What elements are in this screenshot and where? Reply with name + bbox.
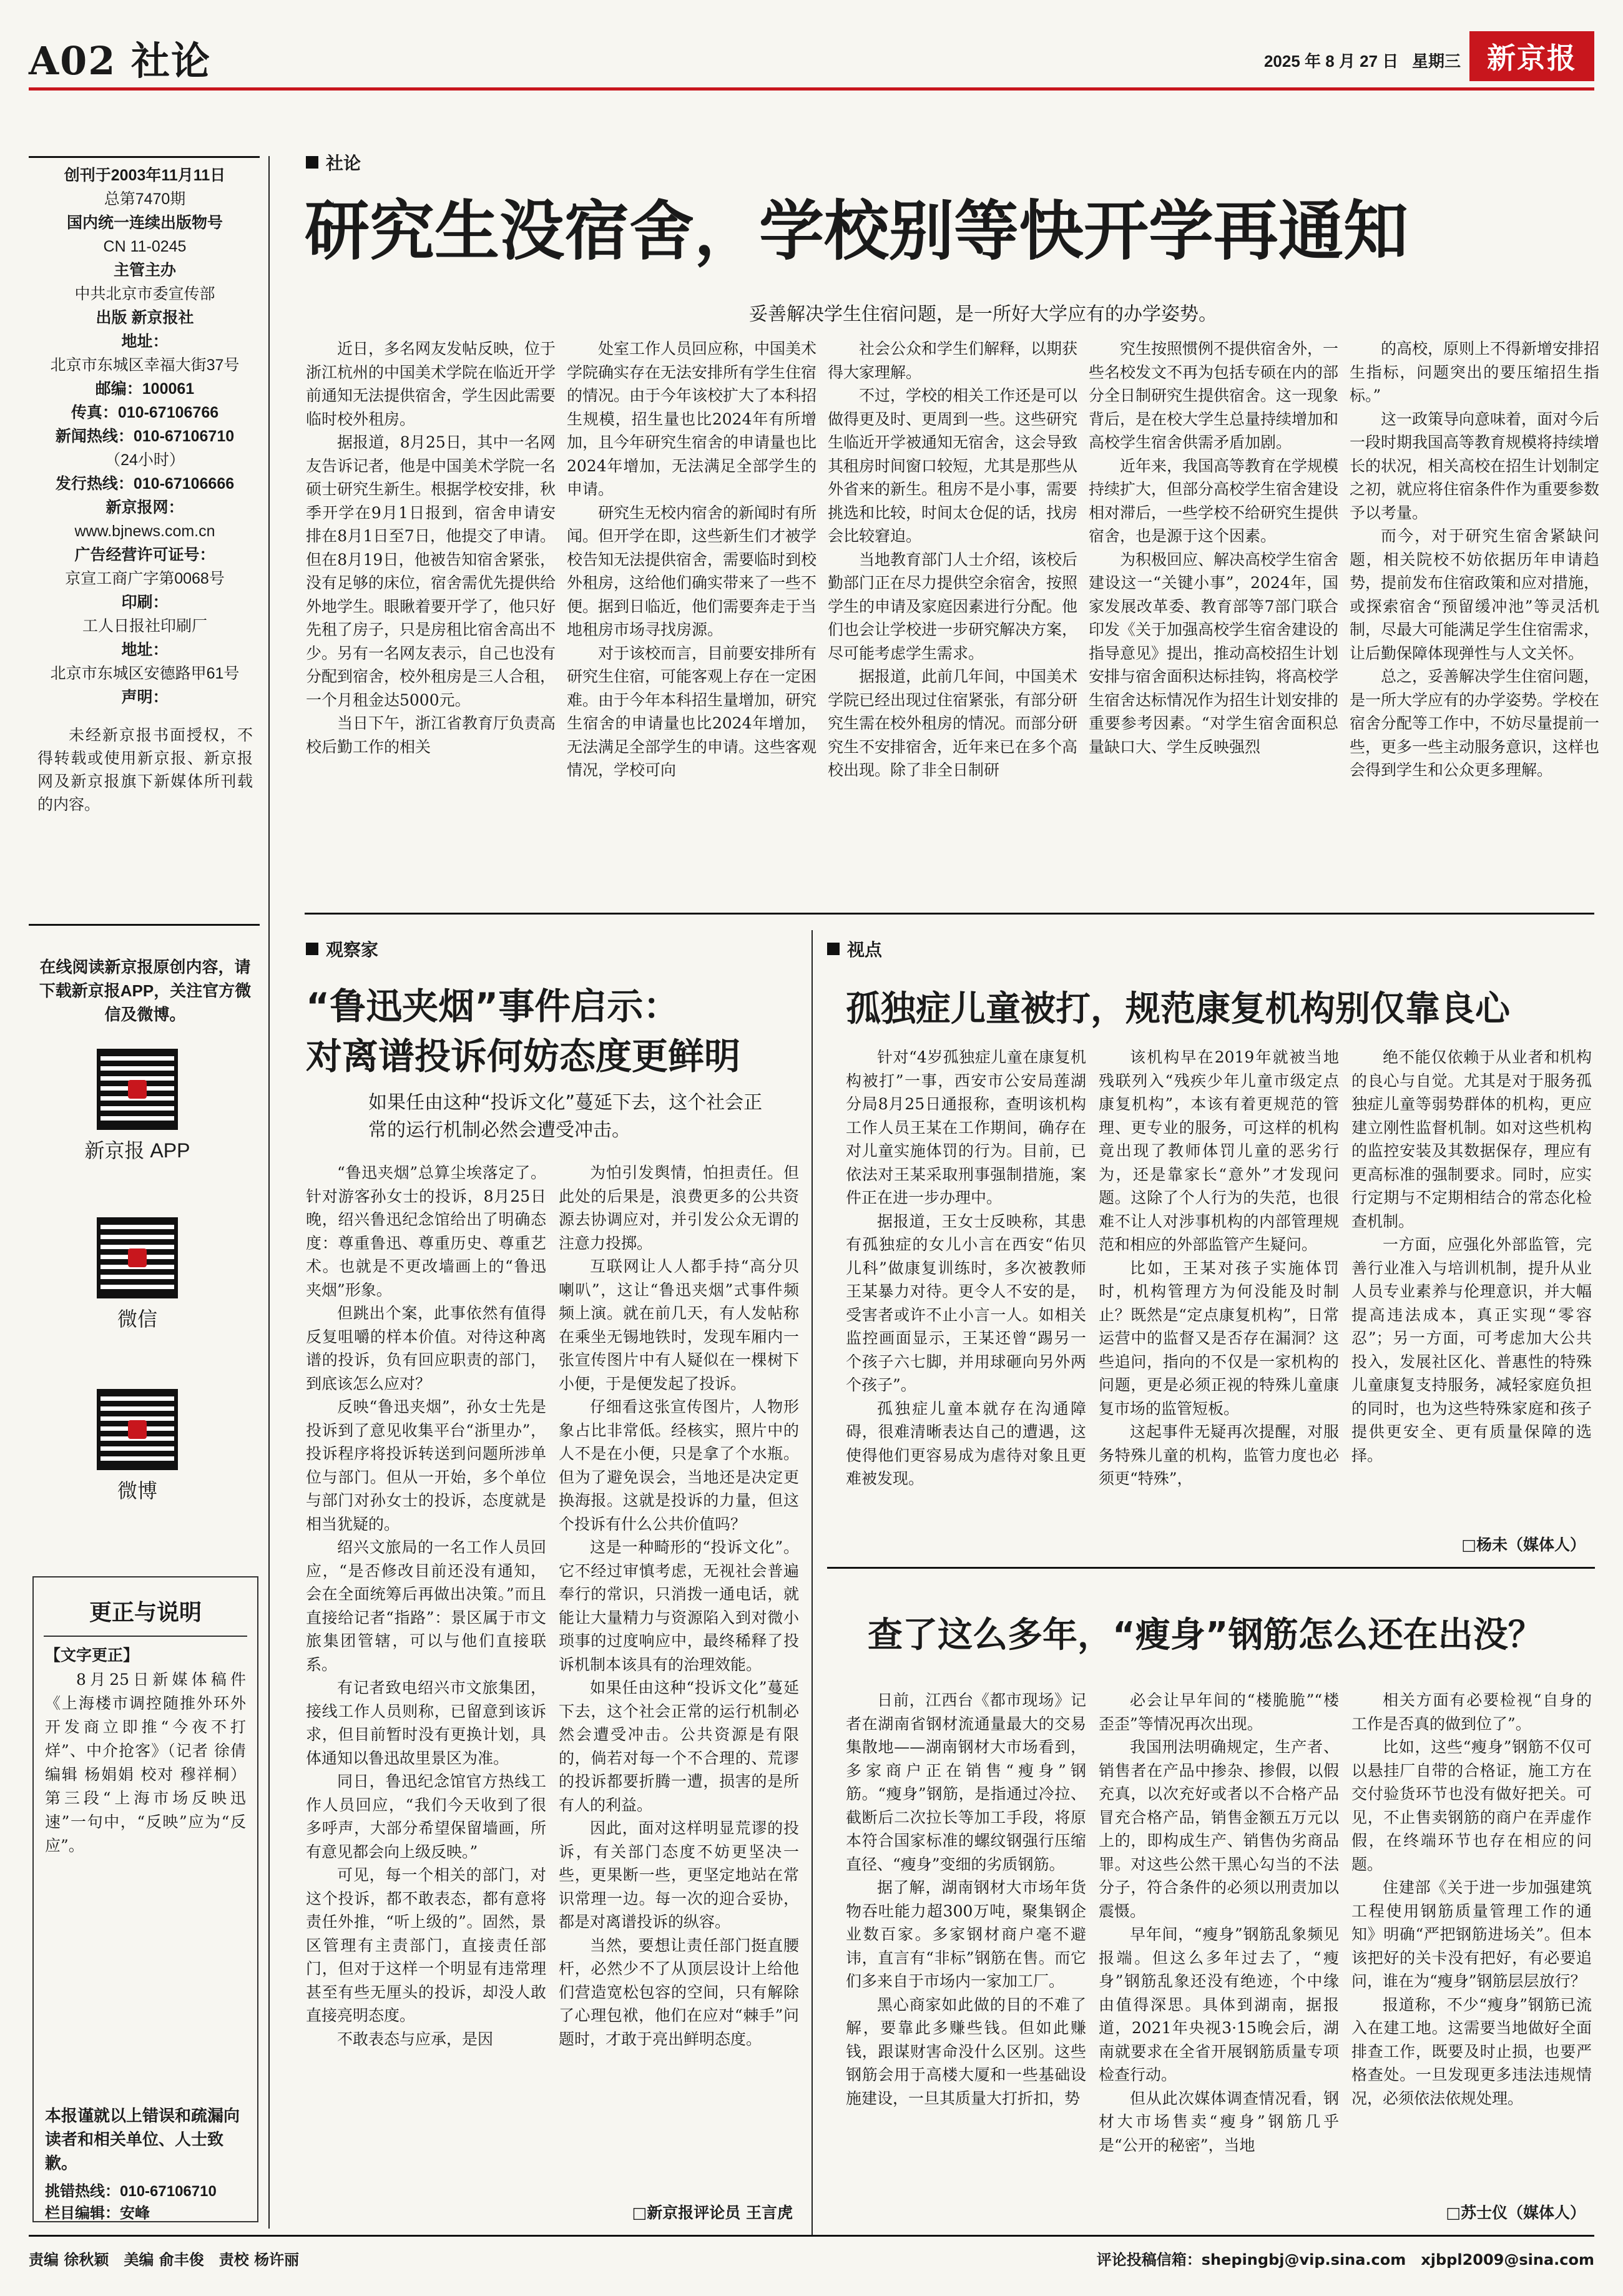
sidebar-line: www.bjnews.com.cn: [74, 522, 215, 540]
paragraph: 这起事件无疑再次提醒，对服务特殊儿童的机构，监管力度也必须更“特殊”，: [1099, 1423, 1339, 1488]
footer-rule: [29, 2235, 1594, 2237]
section-square-icon: [306, 943, 318, 955]
paragraph: 的高校，原则上不得新增安排招生指标，问题突出的要压缩招生指标。”: [1350, 340, 1599, 405]
paragraph: 据报道，此前几年间，中国美术学院已经出现过住宿紧张，有部分研究生需在校外租房的情况。而部分研究生不安排宿舍，近年来已在多个高校出现。除了非全日制研: [828, 667, 1077, 779]
sidebar-line: 声明：: [121, 689, 169, 706]
paragraph: 但跳出个案，此事依然有值得反复咀嚼的样本价值。对待这种离谱的投诉，负有回应职责的部门，到底该怎么应对？: [306, 1304, 546, 1393]
viewpoint-section-label: [827, 936, 882, 961]
weekday-text: 星期三: [1411, 52, 1461, 71]
paragraph: 不过，学校的相关工作还是可以做得更及时、更周到一些。这些研究生临近开学被通知无宿舍，这会导致其租房时间窗口较短，尤其是那些从外省来的新生。租房不是小事，需要挑选和比较，时间太仓促的话，找房会比较窘迫。: [828, 386, 1077, 545]
paragraph: 这一政策导向意味着，面对今后一段时期我国高等教育规模将持续增长的状况，相关高校在招生计划制定之初，就应将住宿条件作为重要参数予以考量。: [1350, 410, 1599, 522]
sidebar-line: （24小时）: [105, 451, 185, 469]
paragraph: 比如，王某对孩子实施体罚时，机构管理方为何没能及时制止？既然是“定点康复机构”，日常运营中的监督又是否存在漏洞？这些追问，指向的不仅是一家机构的问题，更是必须正视的特殊儿童康复市场的监管短板。: [1099, 1258, 1339, 1418]
qr-caption-weibo: 微博: [117, 1479, 157, 1502]
paragraph: 有记者致电绍兴市文旅集团，接线工作人员则称，已留意到该诉求，但目前暂时没有更换计划，具体通知以鲁迅故里景区为准。: [306, 1679, 546, 1767]
paragraph: 绝不能仅依赖于从业者和机构的良心与自觉。尤其是对于服务孤独症儿童等弱势群体的机构，更应建立刚性监督机制。如对这些机构的监控安装及其数据保存，理应有更高标准的强制要求。同时，应实行定期与不定期相结合的常态化检查机制。: [1351, 1048, 1592, 1230]
paragraph: 当地教育部门人士介绍，该校后勤部门正在尽力提供空余宿舍，按照学生的申请及家庭因素进行分配。他们也会让学校进一步研究解决方案，尽可能考虑学生需求。: [828, 550, 1077, 662]
paragraph: “鲁迅夹烟”总算尘埃落定了。针对游客孙女士的投诉，8月25日晚，绍兴鲁迅纪念馆给出了明确态度：尊重鲁迅、尊重历史、尊重艺术。也就是不更改墙画上的“鲁迅夹烟”形象。: [306, 1164, 546, 1299]
sidebar-line: 出版 新京报社: [96, 309, 194, 326]
qr-caption-app: 新京报 APP: [84, 1139, 190, 1162]
paragraph: 一方面，应强化外部监管，完善行业准入与培训机制，提升从业人员专业素养与伦理意识，并大幅提高违法成本，真正实现“零容忍”；另一方面，可考虑加大公共投入，发展社区化、普惠性的特殊儿童康复支持服务，减轻家庭负担的同时，也为这些特殊家庭和孩子提供更安全、更有质量保障的选择。: [1351, 1235, 1592, 1464]
article-column: [828, 337, 1077, 886]
paragraph: 绍兴文旅局的一名工作人员回应，“是否修改目前还没有通知，会在全面统筹后再做出决策。”而且直接给记者“指路”：景区属于市文旅集团管辖，可以与他们直接联系。: [306, 1538, 546, 1674]
sidebar-line: 地址：: [121, 641, 169, 659]
observer-section-text: 观察家: [326, 939, 379, 960]
sidebar-line: 总第7470期: [104, 190, 186, 208]
newspaper-logo: 新京报: [1469, 31, 1594, 81]
qr-code-icon: [97, 1217, 178, 1298]
sidebar-rule-top: [29, 156, 260, 158]
article-column: [559, 1161, 799, 2191]
lead-section-text: 社论: [326, 153, 361, 174]
sidebar-line: 创刊于2003年11月11日: [64, 167, 226, 184]
paragraph: 当然，要想让责任部门挺直腰杆，必然少不了从顶层设计上给他们营造宽松包容的空间，只有解除了心理包袱，他们在应对“棘手”问题时，才敢于亮出鲜明态度。: [559, 1936, 799, 2048]
sidebar-line: 中共北京市委宣传部: [74, 285, 215, 303]
footer-credits: 责编 徐秋颖 美编 俞丰俊 责校 杨许丽: [29, 2251, 300, 2269]
paragraph: 同日，鲁迅纪念馆官方热线工作人员回应，“我们今天收到了很多呼声，大部分希望保留墙画，所有意见都会向上级反映。”: [306, 1772, 546, 1861]
qr-weibo[interactable]: [97, 1389, 178, 1504]
paragraph: 日前，江西台《都市现场》记者在湖南省钢材流通量最大的交易集散地——湖南钢材大市场看到，多家商户正在销售“瘦身”钢筋。“瘦身”钢筋，是指通过冷拉、截断后二次拉长等加工手段，将原本符合国家标准的螺纹钢强行压缩直径、“瘦身”变细的劣质钢筋。: [846, 1691, 1086, 1873]
paragraph: 报道称，不少“瘦身”钢筋已流入在建工地。这需要当地做好全面排查工作，既要及时止损，也要严格查处。一旦发现更多违法违规情况，必须依法依规处理。: [1351, 1995, 1592, 2107]
paragraph: 可见，每一个相关的部门，对这个投诉，都不敢表态，都有意将责任外推，“听上级的”。固然，景区管理有主责部门，直接责任部门，但对于这样一个明显有违常理甚至有些无厘头的投诉，却没人敢直接亮明态度。: [306, 1866, 546, 2024]
viewpoint-bottom-rule: [827, 1567, 1595, 1569]
corrections-hotline: 挑错热线：010-67106710: [45, 2183, 217, 2200]
paragraph: 早年间，“瘦身”钢筋乱象频见报端。但这么多年过去了，“瘦身”钢筋乱象还没有绝迹，个中缘由值得深思。具体到湖南，据报道，2021年央视3·15晚会后，湖南就要求在全省开展钢筋质量专项检查行动。: [1099, 1925, 1339, 2084]
sidebar-line: 传真：010-67106766: [71, 404, 219, 421]
paragraph: 为怕引发舆情，怕担责任。但此处的后果是，浪费更多的公共资源去协调应对，并引发公众无谓的注意力投掷。: [559, 1164, 799, 1252]
sidebar-line: 广告经营许可证号：: [74, 546, 215, 564]
article-column: [1350, 337, 1599, 886]
rebar-byline: □苏士仪（媒体人）: [1446, 2204, 1586, 2222]
paragraph: 孤独症儿童本就存在沟通障碍，很难清晰表达自己的遭遇，这使得他们更容易成为虐待对象且更难被发现。: [846, 1399, 1086, 1488]
paragraph: 黑心商家如此做的目的不难了解，要靠此多赚些钱。但如此赚钱，跟谋财害命没什么区别。这些钢筋会用于高楼大厦和一些基础设施建设，一旦其质量大打折扣，势: [846, 1995, 1086, 2107]
paragraph: 因此，面对这样明显荒谬的投诉，有关部门态度不妨更坚决一些，更果断一些，更坚定地站在常识常理一边。每一次的迎合妥协，都是对离谱投诉的纵容。: [559, 1819, 799, 1931]
paragraph: 这是一种畸形的“投诉文化”。它不经过审慎考虑，无视社会普遍奉行的常识，只消拨一通电话，就能让大量精力与资源陷入到对微小琐事的过度响应中，最终稀释了投诉机制本该具有的治理效能。: [559, 1538, 799, 1674]
sidebar-line: 北京市东城区幸福大街37号: [50, 356, 240, 374]
sidebar-line: 邮编：100061: [95, 380, 195, 398]
footer-email: 评论投稿信箱：shepingbj@vip.sina.com xjbpl2009@sina.com: [1096, 2251, 1594, 2269]
paragraph: 对于该校而言，目前要安排所有研究生住宿，可能客观上存在一定困难。由于今年本科招生量增加，研究生宿舍的申请量也比2024年增加，无法满足全部学生的申请。这些客观情况，学校可向: [567, 644, 816, 779]
sidebar-line: 工人日报社印刷厂: [82, 617, 207, 635]
article-column: [1351, 1046, 1592, 1520]
paragraph: 据报道，8月25日，其中一名网友告诉记者，他是中国美术学院一名硕士研究生新生。根据学校安排，秋季开学在9月1日报到，宿舍申请安排在8月1日至7日，他提交了申请。但在8月19日，他被告知宿舍紧张，没有足够的床位，宿舍需优先提供给外地学生。眼瞅着要开学了，他只好先租了房子，只是房租比宿舍高出不少。另有一名网友表示，自己也没有分配到宿舍，校外租房是三人合租，一个月租金达5000元。: [306, 433, 556, 709]
article-column: [567, 337, 816, 886]
article-column: [1351, 1689, 1592, 2194]
sidebar-line: 发行热线：010-67106666: [55, 475, 235, 493]
lead-bottom-rule: [305, 913, 1594, 915]
observer-section-label: [306, 936, 378, 961]
observer-headline-1: “鲁迅夹烟”事件启示：: [306, 985, 680, 1028]
paragraph: 仔细看这张宣传图片，人物形象占比非常低。经核实，照片中的人不是在小便，只是拿了个水瓶。但为了避免误会，当地还是决定更换海报。这就是投诉的力量，但这个投诉有什么公共价值吗？: [559, 1398, 799, 1533]
sidebar-online: 在线阅读新京报原创内容，请下载新京报APP，关注官方微信及微博。: [39, 958, 252, 1024]
corrections-apology: 本报谨就以上错误和疏漏向读者和相关单位、人士致歉。: [45, 2106, 240, 2172]
sidebar-line: 主管主办: [113, 262, 176, 279]
paragraph: 总之，妥善解决学生住宿问题，是一所大学应有的办学姿势。学校在宿舍分配等工作中，不妨尽量提前一些，更多一些主动服务意识，这样也会得到学生和公众更多理解。: [1350, 667, 1599, 779]
qr-caption-wechat: 微信: [117, 1308, 157, 1330]
masthead-rule: [29, 87, 1594, 91]
paragraph: 当日下午，浙江省教育厅负责高校后勤工作的相关: [306, 714, 556, 756]
rebar-headline: 查了这么多年，“瘦身”钢筋怎么还在出没？: [868, 1615, 1543, 1656]
article-column: [846, 1046, 1086, 1526]
lead-headline: 研究生没宿舍，学校别等快开学再通知: [305, 193, 1409, 269]
observer-headline-2: 对离谱投诉何妨态度更鲜明: [306, 1035, 741, 1077]
section-square-icon: [306, 156, 318, 169]
lead-section-label: [306, 150, 361, 175]
sidebar-line: CN 11-0245: [103, 238, 187, 255]
section-square-icon: [827, 943, 840, 955]
paragraph: 社会公众和学生们解释，以期获得大家理解。: [828, 340, 1077, 381]
sidebar-line: 印刷：: [121, 594, 169, 611]
paragraph: 住建部《关于进一步加强建筑工程使用钢筋质量管理工作的通知》明确“严把钢筋进场关”。但本该把好的关卡没有把好，有必要追问，谁在为“瘦身”钢筋层层放行？: [1351, 1878, 1592, 1990]
paragraph: 为积极回应、解决高校学生宿舍建设这一“关键小事”，2024年，国家发展改革委、教育部等7部门联合印发《关于加强高校学生宿舍建设的指导意见》提出，推动高校招生计划安排与宿舍面积达标挂钩，将高校学生宿舍达标情况作为招生计划安排的重要参考因素。“对学生宿舍面积总量缺口大、学生反映强烈: [1089, 550, 1338, 756]
paragraph: 针对“4岁孤独症儿童在康复机构被打”一事，西安市公安局莲湖分局8月25日通报称，查明该机构工作人员王某在工作期间，确存在对儿童实施体罚的行为。目前，已依法对王某采取刑事强制措施，案件正在进一步办理中。: [846, 1048, 1086, 1207]
paragraph: 处室工作人员回应称，中国美术学院确实存在无法安排所有学生住宿的情况。由于今年该校扩大了本科招生规模，招生量也比2024年有所增加，且今年研究生宿舍的申请量也比2024年增加，无法满足全部学生的申请。: [567, 340, 816, 498]
paragraph: 比如，这些“瘦身”钢筋不仅可以悬挂厂自带的合格证，施工方在交付验货环节也没有做好把关。可见，不止售卖钢筋的商户在弄虚作假，在终端环节也存在相应的问题。: [1351, 1738, 1592, 1873]
paragraph: 究生按照惯例不提供宿舍外，一些名校发文不再为包括专硕在内的部分全日制研究生提供宿舍。这一现象背后，是在校大学生总量持续增加和高校学生宿舍供需矛盾加剧。: [1089, 340, 1338, 451]
paragraph: 不敢表态与应承，是因: [337, 2029, 494, 2048]
sidebar-line: 国内统一连续出版物号: [66, 214, 223, 232]
article-column: [846, 1689, 1086, 2219]
article-column: [1089, 337, 1338, 886]
paragraph: 我国刑法明确规定，生产者、销售者在产品中掺杂、掺假，以假充真，以次充好或者以不合格产品冒充合格产品，销售金额五万元以上的，即构成生产、销售伪劣商品罪。对这些公然干黑心勾当的不法分子，符合条件的必须以刑责加以震慑。: [1099, 1738, 1339, 1920]
qr-app[interactable]: [84, 1049, 203, 1164]
sidebar-line: 新闻热线：010-67106710: [55, 428, 235, 445]
lead-deck: 妥善解决学生住宿问题，是一所好大学应有的办学姿势。: [749, 303, 1217, 325]
page-number: A02 社论: [29, 38, 211, 84]
sidebar-statement: 未经新京报书面授权，不得转载或使用新京报、新京报网及新京报旗下新媒体所刊载的内容。: [37, 727, 253, 813]
sidebar-line: 新京报网：: [105, 499, 184, 516]
observer-byline: □新京报评论员 王言虎: [632, 2204, 793, 2222]
corrections-title: 更正与说明: [89, 1600, 202, 1626]
paragraph: 研究生无校内宿舍的新闻时有所闻。但开学在即，这些新生们才被学校告知无法提供宿舍，需要临时到校外租房，这给他们确实带来了一些不便。据到日临近，他们需要奔走于当地租房市场寻找房源。: [567, 503, 816, 639]
paragraph: 据了解，湖南钢材大市场年货物吞吐能力超300万吨，聚集钢企业数百家。多家钢材商户毫不避讳，直言有“非标”钢筋在售。而它们多来自于市场内一家加工厂。: [846, 1878, 1086, 1990]
paragraph: 反映“鲁迅夹烟”，孙女士先是投诉到了意见收集平台“浙里办”，投诉程序将投诉转送到问题所涉单位与部门。但从一开始，多个单位与部门对孙女士的投诉，态度就是相当犹疑的。: [306, 1398, 546, 1533]
viewpoint-byline: □杨未（媒体人）: [1461, 1536, 1586, 1554]
article-column: [1099, 1046, 1339, 1526]
date-text: 2025 年 8 月 27 日: [1263, 52, 1399, 71]
paragraph: 据报道，王女士反映称，其患有孤独症的女儿小言在西安“佑贝儿科”做康复训练时，多次被教师王某暴力对待。更令人不安的是，受害者或许不止小言一人。如相关监控画面显示，王某还曾“踢另一个孩子六七脚，并用球砸向另外两个孩子”。: [846, 1212, 1086, 1394]
corrections-label: 【文字更正】: [45, 1646, 139, 1664]
article-column: [306, 1161, 546, 2216]
article-column: [1099, 1689, 1339, 2219]
corrections-editor: 栏目编辑：安峰: [45, 2205, 150, 2222]
sidebar-rule-mid: [29, 924, 260, 926]
qr-code-icon: [97, 1389, 178, 1470]
sidebar-info: [32, 164, 257, 709]
qr-code-icon: [97, 1049, 178, 1130]
paragraph: 必会让早年间的“楼脆脆”“楼歪歪”等情况再次出现。: [1099, 1691, 1339, 1733]
viewpoint-section-text: 视点: [847, 939, 883, 960]
issue-date: [1264, 49, 1461, 72]
corrections-rule: [44, 1636, 247, 1637]
paragraph: 该机构早在2019年就被当地残联列入“残疾少年儿童市级定点康复机构”，本该有着更规范的管理、更专业的服务，可这样的机构竟出现了教师体罚儿童的恶劣行为，还是靠家长“意外”才发现问题。这除了个人行为的失范，也很难不让人对涉事机构的内部管理规范和相应的外部监管产生疑问。: [1099, 1048, 1339, 1253]
paragraph: 如果任由这种“投诉文化”蔓延下去，这个社会正常的运行机制必然会遭受冲击。公共资源是有限的，倘若对每一个不合理的、荒谬的投诉都要折腾一遭，损害的是所有人的利益。: [559, 1679, 799, 1814]
paragraph: 而今，对于研究生宿舍紧缺问题，相关院校不妨依据历年申请趋势，提前发布住宿政策和应对措施，或探索宿舍“预留缓冲池”等灵活机制，尽最大可能满足学生住宿需求，让后勤保障体现弹性与人文关怀。: [1350, 527, 1599, 662]
paragraph: 但从此次媒体调查情况看，钢材大市场售卖“瘦身”钢筋几乎是“公开的秘密”，当地: [1099, 2089, 1339, 2154]
column-divider: [812, 930, 813, 2235]
corrections-body: 8月25日新媒体稿件《上海楼市调控随推外环外 开发商立即推“今夜不打烊”、中介抢客》（记者 徐倩 编辑 杨娟娟 校对 穆祥桐）第三段“上海市场反映迅速”一句中，“反映”应为“反应”。: [45, 1670, 246, 1855]
paragraph: 相关方面有必要检视“自身的工作是否真的做到位了”。: [1351, 1691, 1592, 1733]
viewpoint-headline: 孤独症儿童被打，规范康复机构别仅靠良心: [846, 989, 1510, 1029]
sidebar-line: 地址：: [121, 333, 169, 350]
paragraph: 互联网让人人都手持“高分贝喇叭”，这让“鲁迅夹烟”式事件频频上演。就在前几天，有人发帖称在乘坐无锡地铁时，发现车厢内一张宣传图片中有人疑似在一棵树下小便，于是便发起了投诉。: [559, 1257, 799, 1393]
sidebar-divider: [268, 156, 270, 2229]
sidebar-line: 京宣工商广字第0068号: [65, 570, 225, 587]
qr-wechat[interactable]: [97, 1217, 178, 1332]
observer-deck: 如果任由这种“投诉文化”蔓延下去，这个社会正常的运行机制必然会遭受冲击。: [368, 1092, 763, 1141]
paragraph: 近日，多名网友发帖反映，位于浙江杭州的中国美术学院在临近开学前通知无法提供宿舍，学生因此需要临时校外租房。: [306, 340, 556, 428]
sidebar-line: 北京市东城区安德路甲61号: [50, 665, 240, 682]
paragraph: 近年来，我国高等教育在学规模持续扩大，但部分高校学生宿舍建设相对滞后，一些学校不给研究生提供宿舍，也是源于这个因素。: [1089, 456, 1338, 545]
article-column: [306, 337, 556, 886]
